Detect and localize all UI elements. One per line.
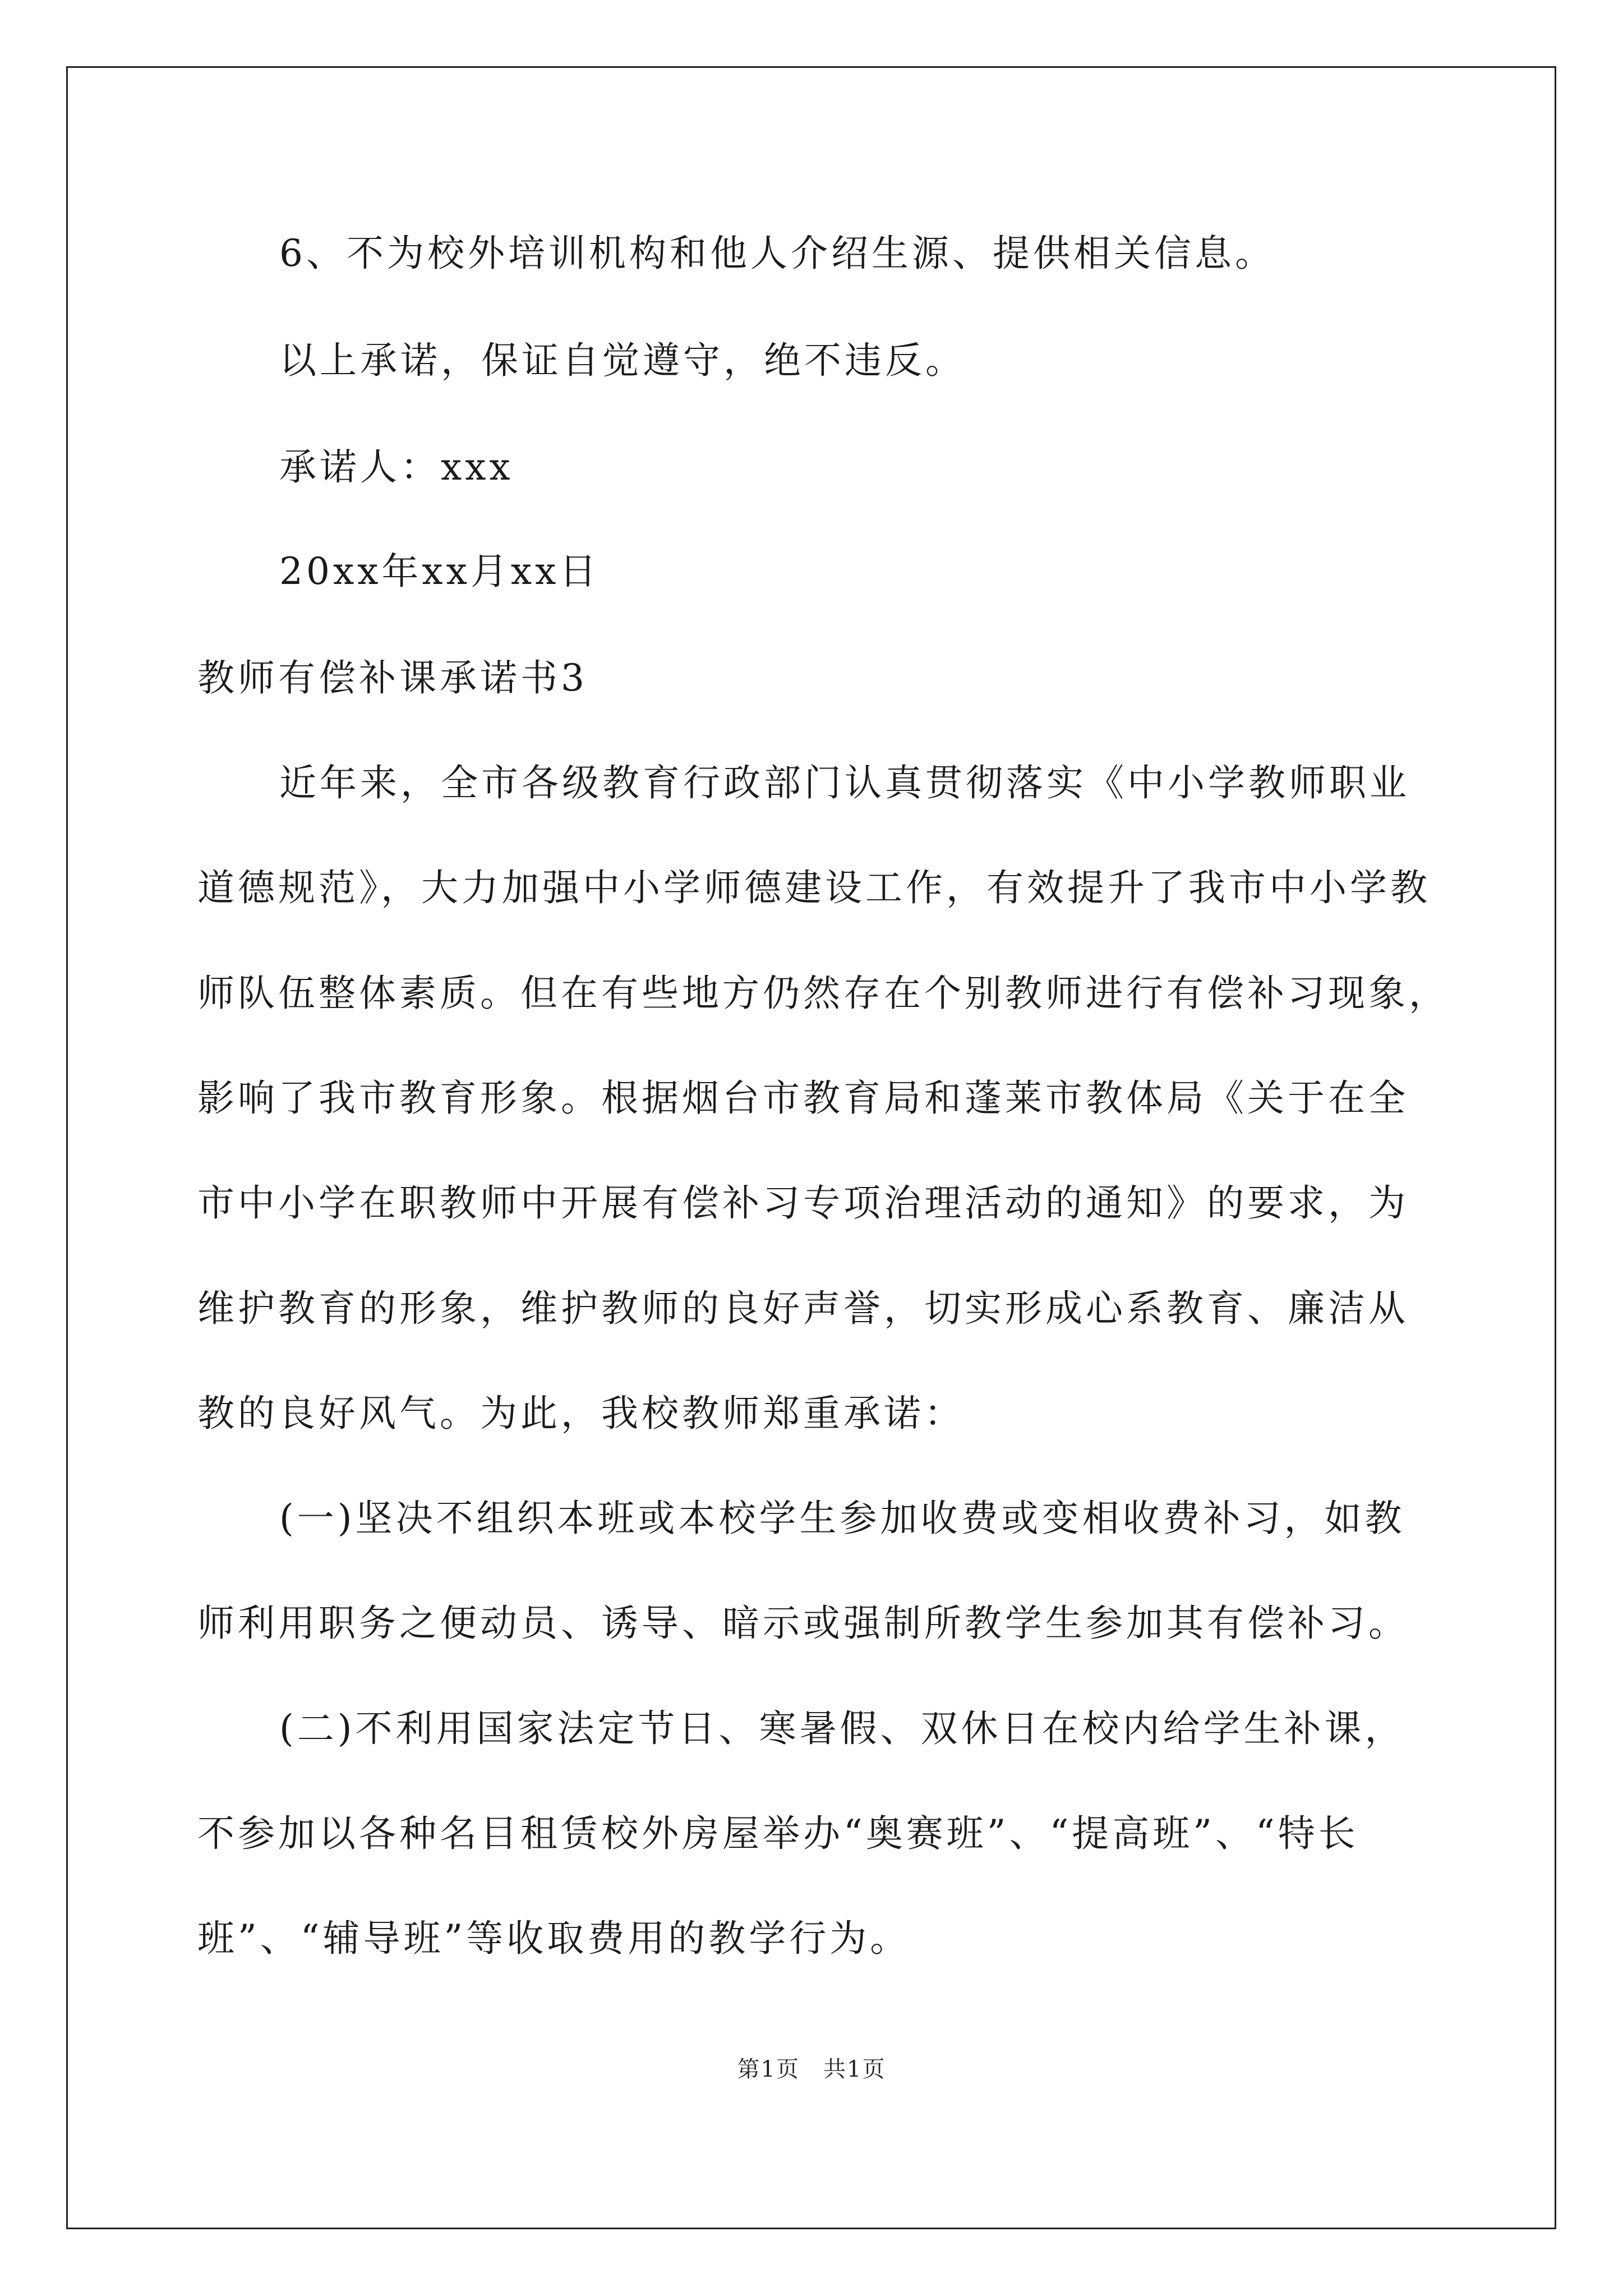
- text-line: 师利用职务之便动员、诱导、暗示或强制所教学生参加其有偿补习。: [197, 1602, 1409, 1645]
- text-line: 以上承诺，保证自觉遵守，绝不违反。: [279, 339, 966, 382]
- section-heading: 教师有偿补课承诺书3: [197, 656, 588, 700]
- page-border: [66, 66, 1556, 2229]
- text-line: 师队伍整体素质。但在有些地方仍然存在个别教师进行有偿补习现象，: [197, 972, 1449, 1015]
- text-line: 影响了我市教育形象。根据烟台市教育局和蓬莱市教体局《关于在全: [197, 1076, 1409, 1120]
- text-line: 市中小学在职教师中开展有偿补习专项治理活动的通知》的要求，为: [197, 1181, 1409, 1225]
- text-line: 道德规范》，大力加强中小学师德建设工作，有效提升了我市中小学教: [197, 866, 1431, 909]
- text-line: 6、不为校外培训机构和他人介绍生源、提供相关信息。: [279, 232, 1275, 275]
- text-line: 20xx年xx月xx日: [279, 550, 600, 593]
- text-line: (二)不利用国家法定节日、寒暑假、双休日在校内给学生补课，: [279, 1707, 1405, 1750]
- text-line: 教的良好风气。为此，我校教师郑重承诺：: [197, 1392, 965, 1435]
- text-line: (一)坚决不组织本班或本校学生参加收费或变相收费补习，如教: [279, 1497, 1405, 1540]
- text-line: 班”、“辅导班”等收取费用的教学行为。: [197, 1917, 911, 1960]
- page-footer: 第1页 共1页: [737, 2056, 886, 2082]
- text-line: 不参加以各种名目租赁校外房屋举办“奥赛班”、“提高班”、“特长: [197, 1812, 1359, 1855]
- text-line: 近年来，全市各级教育行政部门认真贯彻落实《中小学教师职业: [279, 761, 1410, 804]
- text-line: 承诺人：xxx: [279, 445, 514, 489]
- text-line: 维护教育的形象，维护教师的良好声誉，切实形成心系教育、廉洁从: [197, 1287, 1409, 1330]
